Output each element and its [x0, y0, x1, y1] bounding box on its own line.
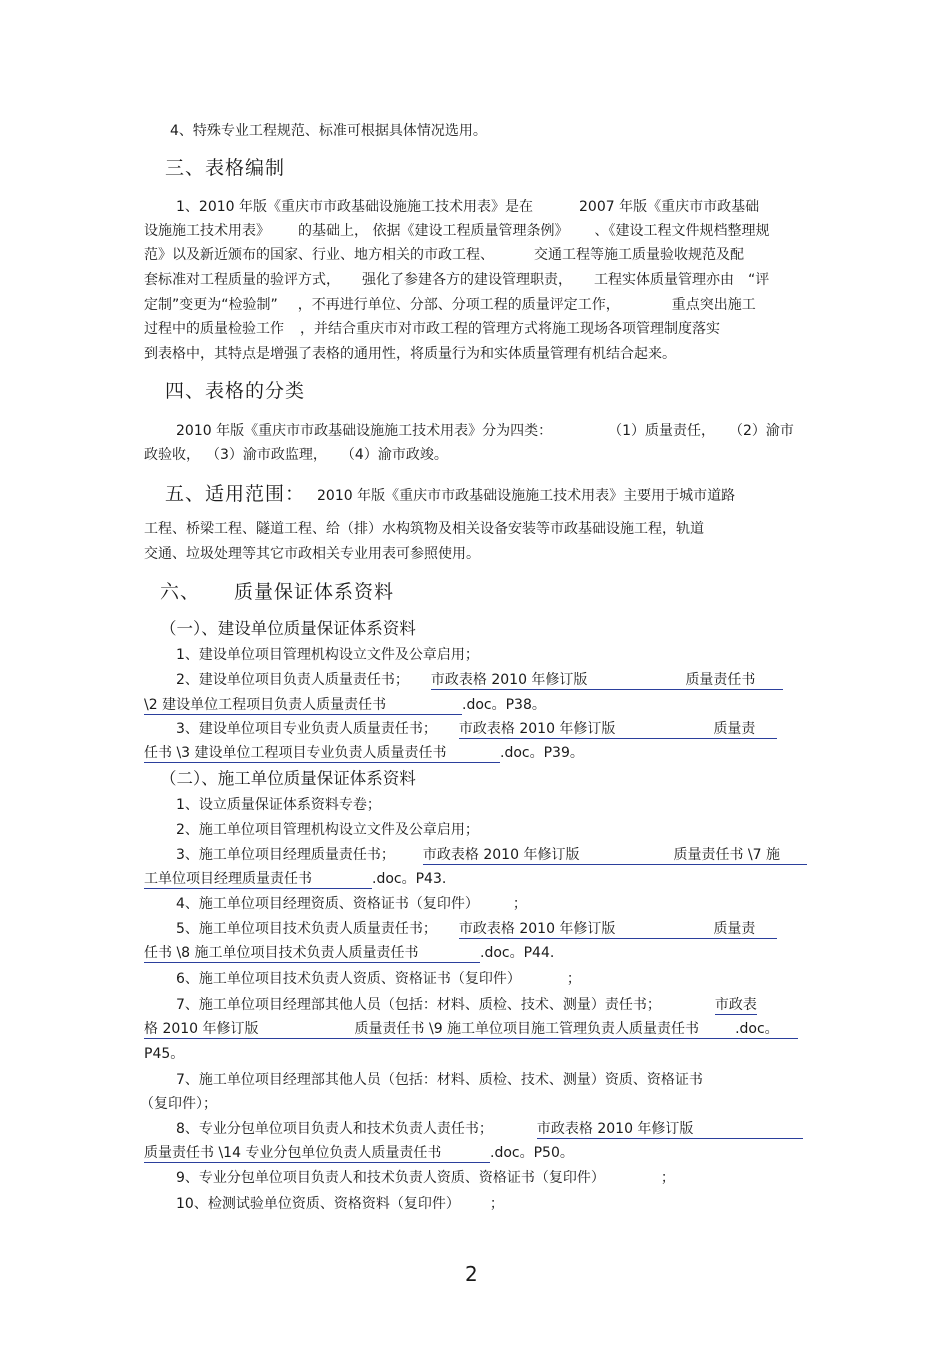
section-heading-4: 四、表格的分类 — [165, 380, 306, 402]
doc-link[interactable]: 市政表格 2010 年修订版 质量责 — [459, 721, 777, 739]
subsection-heading: （二）、施工单位质量保证体系资料 — [160, 769, 416, 788]
text-line: 工程、桥梁工程、隧道工程、给（排）水构筑物及相关设备安装等市政基础设施工程，轨道 — [144, 521, 704, 537]
list-item: 7、施工单位项目经理部其他人员（包括：材料、质检、技术、测量）资质、资格证书 — [176, 1072, 703, 1088]
list-item: 5、施工单位项目技术负责人质量责任书； 市政表格 2010 年修订版 质量责 — [176, 920, 777, 939]
text-line: 定制”变更为“检验制” ，不再进行单位、分部、分项工程的质量评定工作， 重点突出施工 — [144, 297, 756, 313]
list-item: 1、建设单位项目管理机构设立文件及公章启用； — [176, 647, 479, 663]
text-line: 4、特殊专业工程规范、标准可根据具体情况选用。 — [170, 123, 487, 139]
page-number: 2 — [465, 1262, 478, 1286]
section-heading-6: 六、 质量保证体系资料 — [160, 581, 395, 603]
doc-link[interactable]: 工单位项目经理质量责任书 — [144, 871, 372, 889]
text-line: 套标准对工程质量的验评方式， 强化了参建各方的建设管理职责， 工程实体质量管理亦由 “评 — [144, 272, 770, 288]
list-item-cont: 质量责任书 \14 专业分包单位负责人质量责任书 .doc。P50。 — [144, 1145, 574, 1161]
text-line: 交通、垃圾处理等其它市政相关专业用表可参照使用。 — [144, 546, 480, 562]
list-item: 3、施工单位项目经理质量责任书； 市政表格 2010 年修订版 质量责任书 \7 施 — [176, 846, 807, 865]
list-item-cont: 工单位项目经理质量责任书 .doc。P43. — [144, 871, 447, 887]
list-item: 9、专业分包单位项目负责人和技术负责人资质、资格证书（复印件） ； — [176, 1170, 675, 1186]
section-heading-3: 三、表格编制 — [165, 157, 286, 179]
text-line: 设施施工技术用表》 的基础上， 依据《建设工程质量管理条例》 、《建设工程文件规档整理规 — [144, 223, 770, 239]
doc-link[interactable]: 任书 \3 建设单位工程项目专业负责人质量责任书 — [144, 745, 500, 763]
doc-link[interactable]: 市政表格 2010 年修订版 — [537, 1121, 803, 1139]
list-item: 10、检测试验单位资质、资格资料（复印件） ； — [176, 1196, 504, 1212]
doc-link[interactable]: 市政表格 2010 年修订版 质量责 — [459, 921, 777, 939]
list-item-cont: 任书 \3 建设单位工程项目专业负责人质量责任书 .doc。P39。 — [144, 745, 584, 761]
text-line: 1、2010 年版《重庆市市政基础设施施工技术用表》是在 2007 年版《重庆市市政基础 — [176, 199, 760, 215]
section-heading-5: 五、适用范围： — [165, 483, 306, 505]
text-line: 2010 年版《重庆市市政基础设施施工技术用表》分为四类： （1）质量责任， （2）渝市 — [176, 423, 794, 439]
doc-link[interactable]: 任书 \8 施工单位项目技术负责人质量责任书 — [144, 945, 480, 963]
list-item: 3、建设单位项目专业负责人质量责任书； 市政表格 2010 年修订版 质量责 — [176, 720, 777, 739]
list-item: 1、设立质量保证体系资料专卷； — [176, 797, 381, 813]
text-line: 范》以及新近颁布的国家、行业、地方相关的市政工程、 交通工程等施工质量验收规范及配 — [144, 247, 744, 263]
doc-link[interactable]: 质量责任书 \14 专业分包单位负责人质量责任书 — [144, 1145, 490, 1163]
list-item-cont: 任书 \8 施工单位项目技术负责人质量责任书 .doc。P44. — [144, 945, 555, 961]
doc-link[interactable]: 市政表格 2010 年修订版 质量责任书 \7 施 — [423, 847, 807, 865]
list-item: 8、专业分包单位项目负责人和技术负责人责任书； 市政表格 2010 年修订版 — [176, 1120, 803, 1139]
list-item: 7、施工单位项目经理部其他人员（包括：材料、质检、技术、测量）责任书； 市政表 — [176, 997, 757, 1013]
text-line: 到表格中，其特点是增强了表格的通用性，将质量行为和实体质量管理有机结合起来。 — [144, 346, 676, 362]
list-item: 4、施工单位项目经理资质、资格证书（复印件） ； — [176, 896, 527, 912]
doc-link[interactable]: 市政表 — [714, 997, 757, 1013]
list-item-cont: （复印件）； — [140, 1096, 217, 1112]
subsection-heading: （一）、建设单位质量保证体系资料 — [160, 619, 416, 638]
list-item-cont: \2 建设单位工程项目负责人质量责任书 .doc。P38。 — [144, 697, 546, 713]
doc-link[interactable]: \2 建设单位工程项目负责人质量责任书 — [144, 697, 462, 715]
list-item: 2、施工单位项目管理机构设立文件及公章启用； — [176, 822, 479, 838]
doc-link[interactable]: 市政表格 2010 年修订版 质量责任书 — [431, 672, 783, 690]
list-item-cont — [144, 1020, 798, 1039]
text-line: 政验收， （3）渝市政监理， （4）渝市政竣。 — [144, 447, 448, 463]
list-item-cont: P45。 — [144, 1046, 185, 1062]
text-line: 过程中的质量检验工作 ，并结合重庆市对市政工程的管理方式将施工现场各项管理制度落实 — [144, 321, 720, 337]
text-line: 五、适用范围： 2010 年版《重庆市市政基础设施施工技术用表》主要用于城市道路 — [165, 483, 736, 505]
doc-link[interactable]: 格 2010 年修订版 质量责任书 \9 施工单位项目施工管理负责人质量责任书 .doc。 — [144, 1021, 798, 1039]
list-item: 6、施工单位项目技术负责人资质、资格证书（复印件） ； — [176, 971, 581, 987]
list-item: 2、建设单位项目负责人质量责任书； 市政表格 2010 年修订版 质量责任书 — [176, 671, 783, 690]
